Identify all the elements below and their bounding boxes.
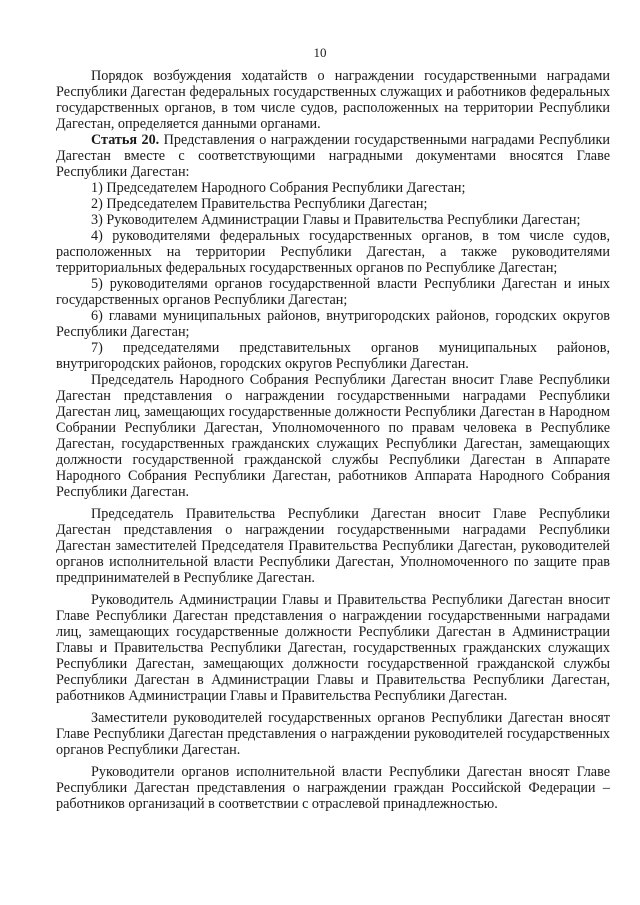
paragraph: Руководитель Администрации Главы и Правительства Республики Дагестан вносит Главе Республики Дагестан представления о награждении государственными наградами лиц, замещающих государственные должности Республики Дагестан в Администрации Главы и Правительства Республики Дагестан, государственных гражданских служащих Республики Дагестан, замещающих должности государственной гражданской службы Республики Дагестан в Администрации Главы и Правительства Республики Дагестан, работников Администрации Главы и Правительства Республики Дагестан. [56, 592, 610, 704]
paragraph: Председатель Народного Собрания Республики Дагестан вносит Главе Республики Дагестан представления о награждении государственными наградами Республики Дагестан лиц, замещающих государственные должности Республики Дагестан в Народном Собрании Республики Дагестан, Уполномоченного по правам человека в Республике Дагестан, государственных гражданских служащих Республики Дагестан, замещающих должности государственной гражданской службы Республики Дагестан в Аппарате Народного Собрания Республики Дагестан, работников Аппарата Народного Собрания Республики Дагестан. [56, 372, 610, 500]
page-number: 10 [313, 45, 327, 60]
list-item: 5) руководителями органов государственной власти Республики Дагестан и иных государственных органов Республики Дагестан; [56, 276, 610, 308]
list-item: 3) Руководителем Администрации Главы и Правительства Республики Дагестан; [91, 212, 581, 228]
list-item: 2) Председателем Правительства Республики Дагестан; [91, 196, 428, 212]
article-paragraph [56, 132, 610, 180]
list-item: 7) председателями представительных органов муниципальных районов, внутригородских районов, городских округов Республики Дагестан. [56, 340, 610, 372]
list-item: 1) Председателем Народного Собрания Республики Дагестан; [91, 180, 466, 196]
paragraph: Председатель Правительства Республики Дагестан вносит Главе Республики Дагестан представления о награждении государственными наградами Республики Дагестан заместителей Председателя Правительства Республики Дагестан, руководителей органов исполнительной власти Республики Дагестан, Уполномоченного по защите прав предпринимателей в Республике Дагестан. [56, 506, 610, 586]
paragraph: Заместители руководителей государственных органов Республики Дагестан вносят Главе Республики Дагестан представления о награждении руководителей государственных органов Республики Дагестан. [56, 710, 610, 758]
list-item: 4) руководителями федеральных государственных органов, в том числе судов, расположенных на территории Республики Дагестан, а также руководителями территориальных федеральных государственных органов по Республике Дагестан; [56, 228, 610, 276]
article-label: Статья 20. [91, 132, 160, 148]
paragraph: Порядок возбуждения ходатайств о награждении государственными наградами Республики Дагестан федеральных государственных служащих и работников федеральных государственных органов, в том числе судов, расположенных на территории Республики Дагестан, определяется данными органами. [56, 68, 610, 132]
list-item: 6) главами муниципальных районов, внутригородских районов, городских округов Республики Дагестан; [56, 308, 610, 340]
document-body [56, 68, 610, 812]
article-text: Представления о награждении государственными наградами Республики Дагестан вместе с соответствующими наградными документами вносятся Главе Республики Дагестан: [56, 132, 611, 180]
paragraph: Руководители органов исполнительной власти Республики Дагестан вносят Главе Республики Дагестан представления о награждении граждан Российской Федерации – работников организаций в соответствии с отраслевой принадлежностью. [56, 764, 610, 812]
